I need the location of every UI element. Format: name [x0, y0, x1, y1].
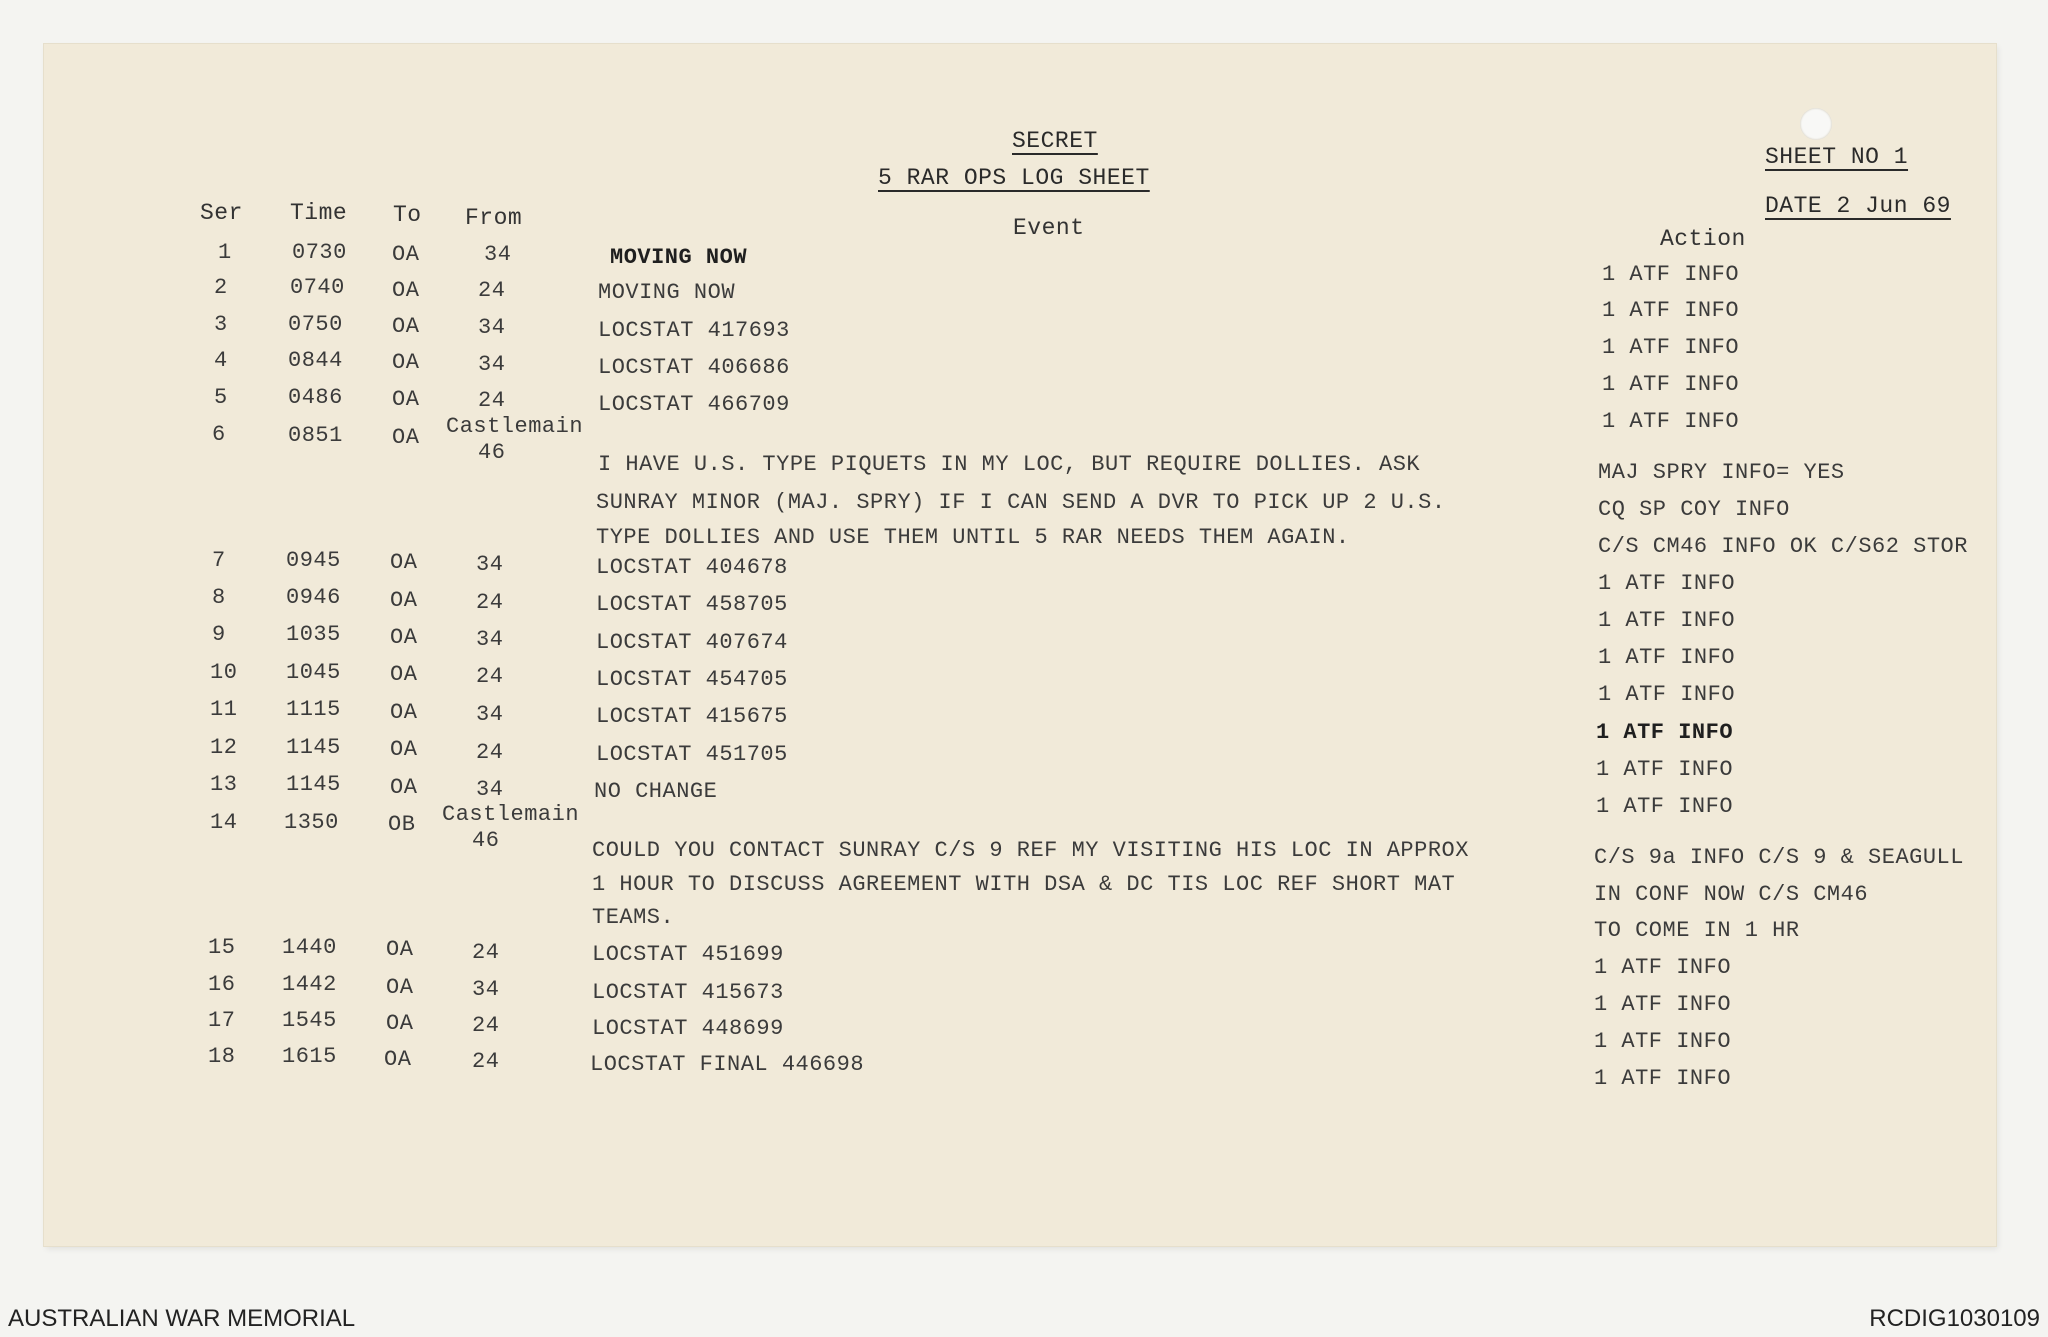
row-to: OA [386, 1011, 414, 1036]
row-ser: 16 [208, 972, 236, 997]
row-ser: 12 [210, 735, 238, 760]
action-entry: IN CONF NOW C/S CM46 [1594, 882, 1869, 907]
row-time: 1145 [286, 735, 341, 760]
row-event-line: I HAVE U.S. TYPE PIQUETS IN MY LOC, BUT REQUIRE DOLLIES. ASK [598, 452, 1421, 477]
action-entry: 1 ATF INFO [1598, 571, 1736, 596]
punch-hole [1800, 108, 1832, 140]
action-entry: 1 ATF INFO [1598, 608, 1736, 633]
row-ser: 11 [210, 697, 238, 722]
column-header-from: From [465, 205, 523, 231]
row-time: 0740 [290, 275, 345, 300]
sheet-date: DATE 2 Jun 69 [1765, 193, 1951, 219]
action-entry: 1 ATF INFO [1602, 262, 1740, 287]
row-ser: 4 [214, 348, 228, 373]
action-entry: 1 ATF INFO [1594, 1066, 1732, 1091]
row-time: 1145 [286, 772, 341, 797]
row-event: NO CHANGE [594, 779, 718, 804]
row-to: OA [390, 588, 418, 613]
row-ser: 5 [214, 385, 228, 410]
row-to: OA [390, 700, 418, 725]
action-entry: C/S 9a INFO C/S 9 & SEAGULL [1594, 845, 1964, 870]
row-to: OA [386, 975, 414, 1000]
row-event: LOCSTAT 454705 [596, 667, 788, 692]
row-ser: 15 [208, 935, 236, 960]
archive-reference-id: RCDIG1030109 [1869, 1305, 2040, 1332]
action-entry: 1 ATF INFO [1602, 409, 1740, 434]
row-from: 46 [472, 828, 500, 853]
row-from: 24 [478, 388, 506, 413]
row-from: 46 [478, 440, 506, 465]
row-ser: 14 [210, 810, 238, 835]
row-to: OA [386, 937, 414, 962]
row-to: OA [390, 775, 418, 800]
row-event-line: 1 HOUR TO DISCUSS AGREEMENT WITH DSA & DC TIS LOC REF SHORT MAT [592, 872, 1456, 897]
row-to: OA [390, 550, 418, 575]
row-ser: 17 [208, 1008, 236, 1033]
row-time: 0486 [288, 385, 343, 410]
column-header-action: Action [1660, 226, 1746, 252]
document-title: 5 RAR OPS LOG SHEET [878, 165, 1150, 191]
row-from: 34 [478, 315, 506, 340]
action-entry: 1 ATF INFO [1598, 645, 1736, 670]
row-ser: 9 [212, 622, 226, 647]
row-to: OA [392, 242, 420, 267]
row-from-name: Castlemain [442, 802, 580, 827]
row-event: LOCSTAT 415673 [592, 980, 784, 1005]
row-from: 34 [476, 627, 504, 652]
row-event-line: TEAMS. [592, 905, 675, 930]
row-time: 1350 [284, 810, 339, 835]
row-from: 34 [476, 777, 504, 802]
row-time: 0945 [286, 548, 341, 573]
column-header-time: Time [290, 200, 348, 226]
row-from: 24 [476, 664, 504, 689]
row-event: LOCSTAT 466709 [598, 392, 790, 417]
archive-credit: AUSTRALIAN WAR MEMORIAL [8, 1305, 356, 1332]
row-from-name: Castlemain [446, 414, 584, 439]
row-event: LOCSTAT 448699 [592, 1016, 784, 1041]
row-event: LOCSTAT 404678 [596, 555, 788, 580]
action-entry: CQ SP COY INFO [1598, 497, 1790, 522]
action-entry: 1 ATF INFO [1596, 720, 1734, 745]
row-ser: 3 [214, 312, 228, 337]
action-entry: 1 ATF INFO [1602, 372, 1740, 397]
row-time: 1615 [282, 1044, 337, 1069]
row-event-line: SUNRAY MINOR (MAJ. SPRY) IF I CAN SEND A DVR TO PICK UP 2 U.S. [596, 490, 1446, 515]
row-from: 24 [478, 278, 506, 303]
row-ser: 7 [212, 548, 226, 573]
row-from: 34 [484, 242, 512, 267]
row-from: 24 [472, 1049, 500, 1074]
row-from: 24 [476, 590, 504, 615]
action-entry: 1 ATF INFO [1594, 1029, 1732, 1054]
row-time: 0750 [288, 312, 343, 337]
row-to: OB [388, 812, 416, 837]
row-to: OA [392, 425, 420, 450]
row-event: MOVING NOW [610, 245, 748, 270]
row-event: LOCSTAT 407674 [596, 630, 788, 655]
row-ser: 6 [212, 422, 226, 447]
row-to: OA [390, 625, 418, 650]
row-to: OA [392, 278, 420, 303]
action-entry: 1 ATF INFO [1602, 298, 1740, 323]
row-from: 34 [476, 702, 504, 727]
row-time: 0851 [288, 423, 343, 448]
classification-heading: SECRET [1012, 128, 1098, 154]
row-ser: 13 [210, 772, 238, 797]
action-entry: C/S CM46 INFO OK C/S62 STOR [1598, 534, 1968, 559]
row-event: LOCSTAT 451699 [592, 942, 784, 967]
row-event: LOCSTAT 406686 [598, 355, 790, 380]
row-ser: 2 [214, 275, 228, 300]
row-event: LOCSTAT 417693 [598, 318, 790, 343]
row-from: 24 [472, 940, 500, 965]
row-time: 0730 [292, 240, 347, 265]
row-time: 1045 [286, 660, 341, 685]
row-ser: 18 [208, 1044, 236, 1069]
row-event-line: TYPE DOLLIES AND USE THEM UNTIL 5 RAR NEEDS THEM AGAIN. [596, 525, 1350, 550]
row-time: 1035 [286, 622, 341, 647]
row-to: OA [392, 314, 420, 339]
row-event: LOCSTAT 458705 [596, 592, 788, 617]
row-from: 24 [476, 740, 504, 765]
row-event: MOVING NOW [598, 280, 736, 305]
row-from: 34 [476, 552, 504, 577]
row-from: 34 [478, 352, 506, 377]
action-entry: TO COME IN 1 HR [1594, 918, 1800, 943]
row-time: 1442 [282, 972, 337, 997]
row-event: LOCSTAT 415675 [596, 704, 788, 729]
action-entry: 1 ATF INFO [1596, 757, 1734, 782]
column-header-ser: Ser [200, 200, 243, 226]
column-header-to: To [393, 202, 422, 228]
row-time: 1115 [286, 697, 341, 722]
row-to: OA [392, 350, 420, 375]
action-entry: 1 ATF INFO [1596, 794, 1734, 819]
row-ser: 10 [210, 660, 238, 685]
row-event: LOCSTAT FINAL 446698 [590, 1052, 865, 1077]
row-from: 24 [472, 1013, 500, 1038]
row-to: OA [390, 662, 418, 687]
action-entry: MAJ SPRY INFO= YES [1598, 460, 1845, 485]
action-entry: 1 ATF INFO [1594, 955, 1732, 980]
row-time: 0946 [286, 585, 341, 610]
action-entry: 1 ATF INFO [1602, 335, 1740, 360]
row-event-line: COULD YOU CONTACT SUNRAY C/S 9 REF MY VISITING HIS LOC IN APPROX [592, 838, 1469, 863]
row-to: OA [384, 1047, 412, 1072]
row-time: 1440 [282, 935, 337, 960]
action-entry: 1 ATF INFO [1598, 682, 1736, 707]
row-ser: 8 [212, 585, 226, 610]
row-to: OA [392, 387, 420, 412]
row-ser: 1 [218, 240, 232, 265]
row-time: 1545 [282, 1008, 337, 1033]
row-to: OA [390, 737, 418, 762]
row-time: 0844 [288, 348, 343, 373]
row-from: 34 [472, 977, 500, 1002]
sheet-number: SHEET NO 1 [1765, 144, 1909, 170]
action-entry: 1 ATF INFO [1594, 992, 1732, 1017]
column-header-event: Event [1013, 215, 1085, 241]
row-event: LOCSTAT 451705 [596, 742, 788, 767]
